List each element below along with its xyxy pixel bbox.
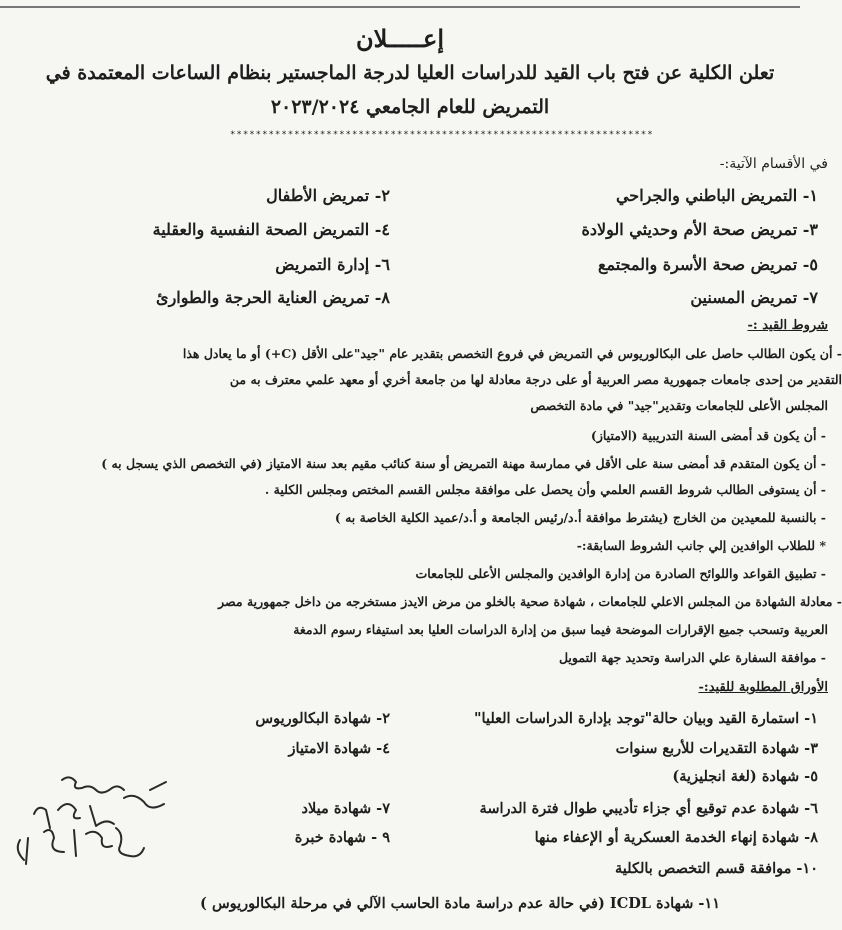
intro-line-2: التمريض للعام الجامعي ٢٠٢٣/٢٠٢٤ [270,96,550,118]
document-item: ٢- شهادة البكالوريوس [255,710,390,727]
department-item: ٧- تمريض المسنين [690,288,818,307]
document-item: ٦- شهادة عدم توقيع أي جزاء تأديبي طوال فترة الدراسة [479,800,818,817]
document-item: ٧- شهادة ميلاد [301,800,390,817]
department-item: ٤- التمريض الصحة النفسية والعقلية [152,220,390,239]
condition-line: - بالنسبة للمعيدين من الخارج (يشترط موافقة أ.د/رئيس الجامعة و أ.د/عميد الكلية الخاصة به ) [334,510,826,525]
condition-line: - أن يستوفى الطالب شروط القسم العلمي وأن يحصل على موافقة مجلس القسم المختص ومجلس الكلية . [264,482,826,497]
document-item: ٣- شهادة التقديرات للأربع سنوات [615,740,818,757]
department-item: ١- التمريض الباطني والجراحي [615,186,818,205]
condition-line: - أن يكون قد أمضى السنة التدريبية (الامتياز) [590,428,826,443]
condition-line: - أن يكون الطالب حاصل على البكالوريوس في التمريض في فروع التخصص بتقدير عام "جيد"على الأقل (C+) أو ما يعادل هذا [182,346,842,361]
documents-heading: الأوراق المطلوبة للقيد:- [698,680,828,695]
department-item: ٨- تمريض العناية الحرجة والطوارئ [156,288,390,307]
intro-line-1: تعلن الكلية عن فتح باب القيد للدراسات العليا لدرجة الماجستير بنظام الساعات المعتمدة في [45,62,775,84]
departments-heading: في الأقسام الآتية:- [719,156,828,172]
condition-line: التقدير من إحدى جامعات جمهورية مصر العربية أو على درجة معادلة لها من جامعة أخري أو معهد علمي معترف به من [229,372,842,387]
top-rule [0,6,800,8]
condition-line: - موافقة السفارة علي الدراسة وتحديد جهة التمويل [558,650,826,665]
document-item: ٥- شهادة (لغة انجليزية) [672,768,818,785]
department-item: ٥- تمريض صحة الأسرة والمجتمع [598,255,818,274]
document-item: ١- استمارة القيد وبيان حالة"توجد بإدارة الدراسات العليا" [473,710,818,727]
department-item: ٢- تمريض الأطفال [266,186,390,205]
document-item: ١١- شهادة ICDL (في حالة عدم دراسة مادة الحاسب الآلي في مرحلة البكالوريوس ) [200,895,720,912]
department-item: ٦- إدارة التمريض [275,255,390,274]
condition-line: المجلس الأعلى للجامعات وتقدير"جيد" في مادة التخصص [530,398,828,413]
document-item: ١٠- موافقة قسم التخصص بالكلية [615,860,818,877]
conditions-heading: شروط القيد :- [747,318,828,333]
condition-line: - أن يكون المتقدم قد أمضى سنة على الأقل في ممارسة مهنة التمريض أو سنة كنائب مقيم بعد سنة الامتياز (في التخصص الذي يسجل به ) [101,456,826,471]
star-divider: ****************************************************************** [230,130,654,140]
condition-line: - تطبيق القواعد واللوائح الصادرة من إدارة الوافدين والمجلس الأعلى للجامعات [415,566,826,581]
condition-line: * للطلاب الوافدين إلي جانب الشروط السابقة:- [576,538,826,553]
document-item: ٩ - شهادة خبرة [294,829,390,846]
document-item: ٤- شهادة الامتياز [288,740,390,757]
handwritten-note [0,768,210,888]
condition-line: - معادلة الشهادة من المجلس الاعلي للجامعات ، شهادة صحية بالخلو من مرض الايدز مستخرجه من داخل جمهورية مصر [218,594,842,609]
document-item: ٨- شهادة إنهاء الخدمة العسكرية أو الإعفاء منها [534,829,818,846]
condition-line: العربية وتسحب جميع الإقرارات الموضحة فيما سبق من إدارة الدراسات العليا بعد استيفاء رسوم الدمغة [293,622,828,637]
department-item: ٣- تمريض صحة الأم وحديثي الولادة [581,220,818,239]
announcement-title: إعـــــلان [355,24,445,53]
